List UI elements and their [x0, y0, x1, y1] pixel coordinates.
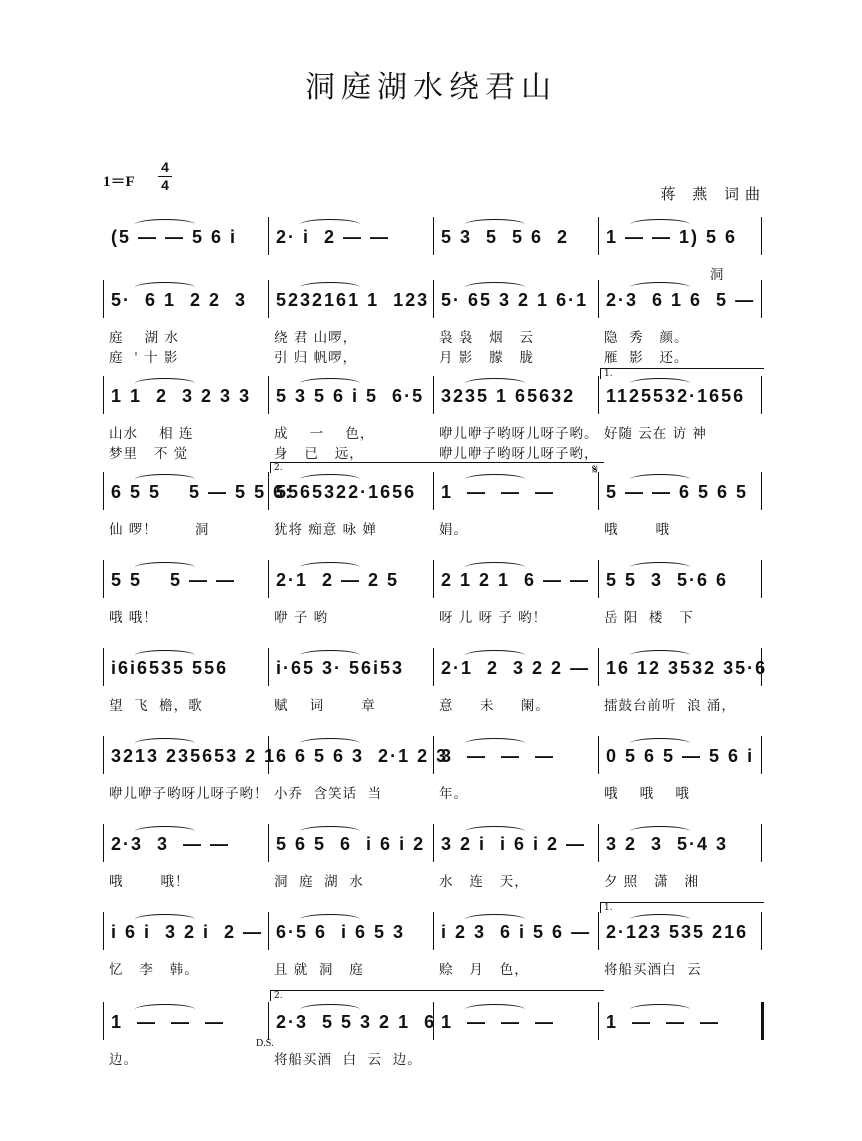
- slur-mark: [300, 282, 360, 293]
- time-bottom: 4: [161, 177, 169, 193]
- lyric-line: 意 未 阑。: [439, 698, 550, 714]
- lyric-line: 袅 袅 烟 云: [439, 330, 535, 346]
- bar-line: [433, 472, 434, 510]
- slur-mark: [465, 650, 525, 661]
- time-signature: [158, 160, 172, 193]
- lyric-line: 咿儿咿子哟呀儿呀子哟，: [439, 446, 599, 462]
- lyric-line: 赊 月 色，: [439, 962, 529, 978]
- lyric-line: 仙 啰！ 洞: [109, 522, 210, 538]
- bar-line: [598, 736, 599, 774]
- lyric-line: 哦 哦 哦: [604, 786, 690, 802]
- bar-line: [268, 217, 269, 255]
- slur-mark: [135, 826, 195, 837]
- bar-line: [268, 824, 269, 862]
- slur-mark: [630, 378, 690, 389]
- score-title: 洞庭湖水绕君山: [305, 70, 557, 105]
- lyric-line: 洞: [604, 267, 725, 283]
- slur-mark: [465, 562, 525, 573]
- measure-notes: 3 2 i i 6 i 2 —: [441, 834, 587, 854]
- slur-mark: [630, 914, 690, 925]
- measure-notes: 5 6 5 6 i 6 i 2: [276, 834, 426, 854]
- ds-mark: D.S.: [256, 1038, 274, 1049]
- lyric-line: 忆 李 韩。: [109, 962, 199, 978]
- lyric-line: 水 连 天，: [439, 874, 529, 890]
- lyric-line: 庭 湖 水: [109, 330, 179, 346]
- lyric-line: 好随 云在 访 神: [604, 426, 707, 442]
- lyric-line: 将船买酒白 云: [604, 962, 702, 978]
- bar-line: [103, 472, 104, 510]
- bar-line: [268, 560, 269, 598]
- lyric-line: 赋 词 章: [274, 698, 376, 714]
- lyric-line: 呀 儿 呀 子 哟！: [439, 610, 548, 626]
- slur-mark: [630, 1004, 690, 1015]
- slur-mark: [630, 650, 690, 661]
- slur-mark: [465, 282, 525, 293]
- slur-mark: [465, 914, 525, 925]
- bar-line: [598, 560, 599, 598]
- bar-line: [103, 824, 104, 862]
- lyric-line: 哦 哦！: [109, 874, 190, 890]
- bar-line: [761, 376, 762, 414]
- measure-notes: 3 2 3 5·4 3: [606, 834, 729, 854]
- lyric-line: 年。: [439, 786, 468, 802]
- lyric-line: 咿儿咿子哟呀儿呀子哟。: [439, 426, 599, 442]
- measure-notes: 2·3 5 5 3 2 1 6: [276, 1012, 437, 1032]
- measure-notes: 6 6 5 6 3 2·1 2 3: [276, 746, 449, 766]
- bar-line: [598, 1002, 599, 1040]
- slur-mark: [135, 282, 195, 293]
- bar-line: [103, 376, 104, 414]
- measure-notes: 2·123 535 216: [606, 922, 749, 942]
- slur-mark: [465, 738, 525, 749]
- lyric-line: 哦 哦！: [109, 610, 158, 626]
- lyric-line: 雁 影 还。: [604, 350, 689, 366]
- lyric-line: 月 影 朦 胧: [439, 350, 535, 366]
- bar-line: [761, 1002, 764, 1040]
- bar-line: [433, 648, 434, 686]
- author-credit: 蒋 燕 词曲: [660, 185, 766, 203]
- bar-line: [761, 472, 762, 510]
- bar-line: [433, 280, 434, 318]
- bar-line: [598, 217, 599, 255]
- slur-mark: [135, 914, 195, 925]
- slur-mark: [300, 738, 360, 749]
- time-top: 4: [161, 159, 169, 175]
- slur-mark: [135, 474, 195, 485]
- measure-notes: 3235 1 65632: [441, 386, 576, 406]
- measure-notes: 1 — — —: [606, 1012, 721, 1032]
- measure-notes: 6·5 6 i 6 5 3: [276, 922, 406, 942]
- bar-line: [598, 648, 599, 686]
- measure-notes: i 6 i 3 2 i 2 —: [111, 922, 264, 942]
- bar-line: [268, 648, 269, 686]
- measure-notes: i6i6535 556: [111, 658, 229, 678]
- lyric-line: 犹将 痴意 咏 婵: [274, 522, 377, 538]
- lyric-line: 望 飞 檐，歌: [109, 698, 203, 714]
- lyric-line: 庭 ˈ 十 影: [109, 350, 179, 366]
- lyric-line: 边。: [109, 1052, 138, 1068]
- lyric-line: 且 就 洞 庭: [274, 962, 364, 978]
- slur-mark: [465, 378, 525, 389]
- measure-notes: 5 5 3 5·6 6: [606, 570, 729, 590]
- measure-notes: 1 — — —: [441, 1012, 556, 1032]
- lyric-line: 绕 君 山啰，: [274, 330, 358, 346]
- bar-line: [268, 912, 269, 950]
- lyric-line: 成 一 色，: [274, 426, 375, 442]
- bar-line: [103, 912, 104, 950]
- bar-line: [433, 912, 434, 950]
- measure-notes: 2·1 2 — 2 5: [276, 570, 400, 590]
- volta-bracket-2: 2.: [270, 462, 604, 473]
- volta-bracket-1: 1.: [600, 368, 764, 379]
- lyric-line: 哦 哦: [604, 522, 671, 538]
- segno-mark: 𝄋: [592, 462, 599, 478]
- measure-notes: 5 3 5 6 i 5 6·5: [276, 386, 425, 406]
- lyric-line: 夕 照 潇 湘: [604, 874, 700, 890]
- bar-line: [103, 1002, 104, 1040]
- measure-notes: i 2 3 6 i 5 6 —: [441, 922, 592, 942]
- bar-line: [268, 280, 269, 318]
- bar-line: [761, 560, 762, 598]
- measure-notes: 1 — — —: [441, 482, 556, 502]
- volta-bracket-1: 1.: [600, 902, 764, 913]
- measure-notes: 5· 6 1 2 2 3: [111, 290, 248, 310]
- bar-line: [761, 824, 762, 862]
- lyric-line: 梦里 不 觉: [109, 446, 189, 462]
- bar-line: [433, 560, 434, 598]
- lyric-line: 洞 庭 湖 水: [274, 874, 364, 890]
- bar-line: [761, 736, 762, 774]
- bar-line: [598, 376, 599, 414]
- slur-mark: [300, 826, 360, 837]
- bar-line: [598, 912, 599, 950]
- bar-line: [268, 376, 269, 414]
- measure-notes: 3 — — —: [441, 746, 556, 766]
- slur-mark: [135, 562, 195, 573]
- slur-mark: [300, 219, 360, 230]
- measure-notes: 0 5 6 5 — 5 6 i: [606, 746, 755, 766]
- lyric-line: 山水 相 连: [109, 426, 194, 442]
- slur-mark: [465, 1004, 525, 1015]
- bar-line: [598, 280, 599, 318]
- bar-line: [761, 280, 762, 318]
- lyric-line: 将船买酒 白 云 边。: [274, 1052, 422, 1068]
- measure-notes: 6 5 5 5 — 5 5 6:: [111, 482, 294, 502]
- measure-notes: 1125532·1656: [606, 386, 746, 406]
- slur-mark: [300, 562, 360, 573]
- measure-notes: 5 — — 6 5 6 5: [606, 482, 749, 502]
- lyric-line: 娟。: [439, 522, 468, 538]
- slur-mark: [300, 914, 360, 925]
- slur-mark: [135, 650, 195, 661]
- lyric-line: 身 已 远，: [274, 446, 364, 462]
- slur-mark: [465, 219, 525, 230]
- bar-line: [598, 824, 599, 862]
- measure-notes: i·65 3· 56i53: [276, 658, 405, 678]
- measure-notes: 2· i 2 — —: [276, 227, 391, 247]
- lyric-line: 隐 秀 颜。: [604, 330, 689, 346]
- measure-notes: (5 — — 5 6 i: [111, 227, 238, 247]
- slur-mark: [135, 738, 195, 749]
- slur-mark: [465, 474, 525, 485]
- measure-notes: 5· 65 3 2 1 6·1: [441, 290, 589, 310]
- measure-notes: 2 1 2 1 6 — —: [441, 570, 591, 590]
- volta-bracket-2: 2.: [270, 990, 604, 1001]
- slur-mark: [630, 282, 690, 293]
- slur-mark: [465, 826, 525, 837]
- bar-line: [103, 280, 104, 318]
- bar-line: [433, 217, 434, 255]
- slur-mark: [630, 738, 690, 749]
- bar-line: [103, 560, 104, 598]
- lyric-line: 引 归 帆啰，: [274, 350, 358, 366]
- lyric-line: 小乔 含笑话 当: [274, 786, 383, 802]
- measure-notes: 2·3 6 1 6 5 —: [606, 290, 756, 310]
- bar-line: [433, 824, 434, 862]
- measure-notes: 3213 235653 2 1: [111, 746, 277, 766]
- measure-notes: 2·1 2 3 2 2 —: [441, 658, 591, 678]
- slur-mark: [630, 474, 690, 485]
- measure-notes: 1 — — 1) 5 6: [606, 227, 738, 247]
- bar-line: [268, 1002, 269, 1040]
- lyric-line: 擂鼓台前听 浪 涌，: [604, 698, 736, 714]
- bar-line: [103, 648, 104, 686]
- measure-notes: 1 1 2 3 2 3 3: [111, 386, 252, 406]
- slur-mark: [135, 378, 195, 389]
- slur-mark: [300, 650, 360, 661]
- slur-mark: [300, 474, 360, 485]
- key-signature: 1＝F: [103, 174, 135, 190]
- slur-mark: [300, 378, 360, 389]
- slur-mark: [135, 1004, 195, 1015]
- measure-notes: 5 3 5 5 6 2: [441, 227, 570, 247]
- measure-notes: 2·3 3 — —: [111, 834, 231, 854]
- measure-notes: 1 — — —: [111, 1012, 226, 1032]
- slur-mark: [630, 562, 690, 573]
- lyric-line: 咿 子 哟: [274, 610, 329, 626]
- bar-line: [598, 472, 599, 510]
- slur-mark: [135, 219, 195, 230]
- bar-line: [103, 736, 104, 774]
- bar-line: [433, 376, 434, 414]
- measure-notes: 16 12 3532 35·6: [606, 658, 768, 678]
- lyric-line: 岳 阳 楼 下: [604, 610, 694, 626]
- slur-mark: [630, 826, 690, 837]
- measure-notes: 5565322·1656: [276, 482, 417, 502]
- bar-line: [761, 217, 762, 255]
- measure-notes: 5 5 5 — —: [111, 570, 237, 590]
- bar-line: [761, 912, 762, 950]
- measure-notes: 5232161 1 123: [276, 290, 430, 310]
- slur-mark: [630, 219, 690, 230]
- lyric-line: 咿儿咿子哟呀儿呀子哟！: [109, 786, 269, 802]
- slur-mark: [300, 1004, 360, 1015]
